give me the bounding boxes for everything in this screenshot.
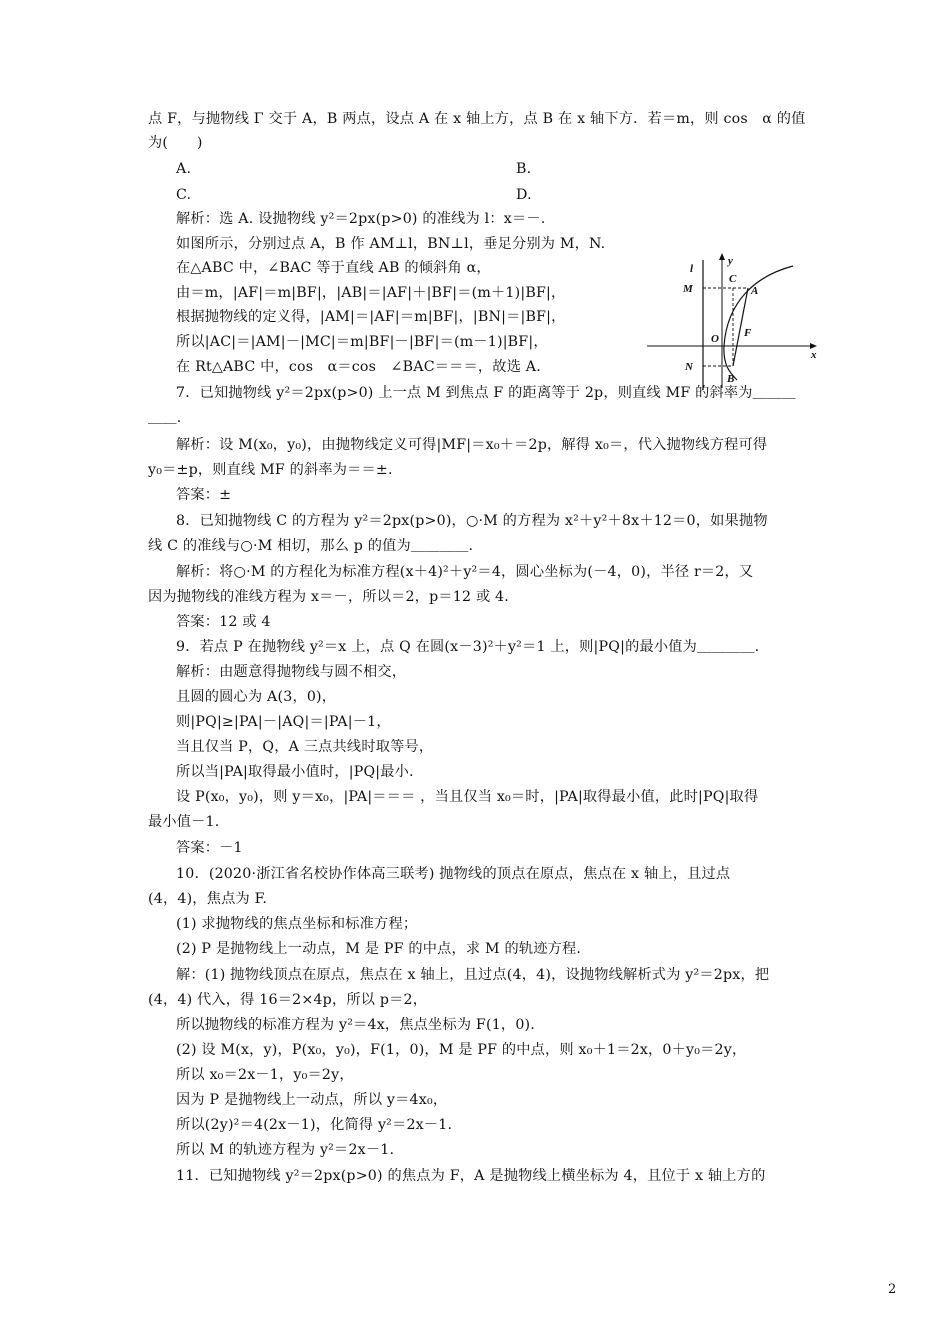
text-line: 最小值－1. bbox=[148, 814, 220, 830]
label-o: O bbox=[711, 333, 719, 345]
text-line: 则|PQ|≥|PA|－|AQ|＝|PA|－1， bbox=[176, 714, 391, 730]
label-n: N bbox=[685, 361, 693, 373]
parabola-diagram bbox=[645, 252, 823, 392]
text-line: (4，4)，焦点为 F. bbox=[148, 891, 268, 907]
text-line: 7．已知抛物线 y²＝2px(p>0) 上一点 M 到焦点 F 的距离等于 2p，则直线 MF 的斜率为＿＿＿ bbox=[176, 385, 796, 401]
text-line: 在△ABC 中，∠BAC 等于直线 AB 的倾斜角 α， bbox=[176, 260, 491, 276]
text-line: 所以 x₀＝2x－1，y₀＝2y， bbox=[176, 1067, 354, 1083]
text-line: 当且仅当 P，Q，A 三点共线时取等号， bbox=[176, 739, 434, 755]
label-y: y bbox=[728, 255, 733, 267]
text-line: 10．(2020·浙江省名校协作体高三联考) 抛物线的顶点在原点，焦点在 x 轴上，且过点 bbox=[176, 866, 731, 882]
label-x: x bbox=[811, 349, 817, 361]
page-number: 2 bbox=[888, 1282, 897, 1297]
text-line: B. bbox=[516, 161, 532, 177]
label-f: F bbox=[744, 327, 752, 339]
text-line: 为( ) bbox=[148, 135, 203, 151]
text-line: 因为 P 是抛物线上一动点，所以 y＝4x₀， bbox=[176, 1092, 448, 1108]
text-line: 且圆的圆心为 A(3，0)， bbox=[176, 689, 337, 705]
text-line: 在 Rt△ABC 中，cos α＝cos ∠BAC＝＝＝，故选 A. bbox=[176, 359, 541, 375]
text-line: C. bbox=[176, 187, 192, 203]
text-line: 解析：由题意得抛物线与圆不相交， bbox=[176, 664, 407, 680]
text-line: 8．已知抛物线 C 的方程为 y²＝2px(p>0)，○·M 的方程为 x²＋y²＋8x＋12＝0，如果抛物 bbox=[176, 513, 768, 529]
text-line: 答案：12 或 4 bbox=[176, 614, 271, 630]
text-line: 所以(2y)²＝4(2x－1)，化简得 y²＝2x－1. bbox=[176, 1117, 453, 1133]
text-line: 根据抛物线的定义得，|AM|＝|AF|＝m|BF|，|BN|＝|BF|， bbox=[176, 309, 566, 325]
text-line: 线 C 的准线与○·M 相切，那么 p 的值为＿＿＿＿. bbox=[148, 538, 474, 554]
label-a: A bbox=[751, 285, 759, 297]
label-m: M bbox=[683, 283, 693, 295]
text-line: 所以|AC|＝|AM|－|MC|＝m|BF|－|BF|＝(m－1)|BF|， bbox=[176, 334, 548, 350]
text-line: 所以 M 的轨迹方程为 y²＝2x－1. bbox=[176, 1142, 395, 1158]
text-line: 解析：设 M(x₀，y₀)，由抛物线定义可得|MF|＝x₀＋＝2p，解得 x₀＝，代入抛物线方程可得 bbox=[176, 437, 768, 453]
text-line: 所以当|PA|取得最小值时，|PQ|最小. bbox=[176, 764, 414, 780]
label-l: l bbox=[690, 263, 694, 275]
text-line: (4，4) 代入，得 16＝2×4p，所以 p＝2， bbox=[148, 992, 428, 1008]
text-line: D. bbox=[516, 187, 532, 203]
text-line: (2) 设 M(x，y)，P(x₀，y₀)，F(1，0)，M 是 PF 的中点，则 x₀＋1＝2x，0＋y₀＝2y， bbox=[176, 1042, 747, 1058]
parabola-figure bbox=[645, 252, 823, 392]
label-c: C bbox=[729, 273, 737, 285]
text-line: ＿＿. bbox=[148, 410, 182, 426]
text-line: y₀＝±p，则直线 MF 的斜率为＝＝±. bbox=[148, 462, 393, 478]
text-line: 答案：± bbox=[176, 487, 232, 503]
text-line: 9．若点 P 在抛物线 y²＝x 上，点 Q 在圆(x－3)²＋y²＝1 上，则|PQ|的最小值为＿＿＿＿. bbox=[176, 639, 760, 655]
text-line: 设 P(x₀，y₀)，则 y＝x₀，|PA|＝＝＝ ，当且仅当 x₀＝时，|PA|取得最小值，此时|PQ|取得 bbox=[176, 789, 759, 805]
text-line: 解：(1) 抛物线顶点在原点，焦点在 x 轴上，且过点(4，4)，设抛物线解析式为 y²＝2px，把 bbox=[176, 967, 770, 983]
text-line: 因为抛物线的准线方程为 x＝－，所以＝2，p＝12 或 4. bbox=[148, 589, 509, 605]
text-line: 如图所示，分别过点 A，B 作 AM⊥l，BN⊥l，垂足分别为 M，N. bbox=[176, 236, 606, 252]
text-line: 解析：将○·M 的方程化为标准方程(x＋4)²＋y²＝4，圆心坐标为(－4，0)，半径 r＝2，又 bbox=[176, 564, 754, 580]
label-b: B bbox=[727, 373, 735, 385]
text-line: 解析：选 A. 设抛物线 y²＝2px(p>0) 的准线为 l：x＝－. bbox=[176, 211, 546, 227]
y-axis-arrow bbox=[719, 253, 725, 260]
text-line: 11．已知抛物线 y²＝2px(p>0) 的焦点为 F，A 是抛物线上横坐标为 4，且位于 x 轴上方的 bbox=[176, 1168, 766, 1184]
text-line: 由＝m，|AF|＝m|BF|，|AB|＝|AF|＋|BF|＝(m＋1)|BF|， bbox=[176, 285, 566, 301]
text-line: (2) P 是抛物线上一动点，M 是 PF 的中点，求 M 的轨迹方程. bbox=[176, 941, 582, 957]
text-line: A. bbox=[176, 161, 192, 177]
text-line: 答案：－1 bbox=[176, 840, 243, 856]
text-line: 点 F，与抛物线 Γ 交于 A，B 两点，设点 A 在 x 轴上方，点 B 在 x 轴下方．若＝m，则 cos α 的值 bbox=[148, 111, 806, 127]
text-line: (1) 求抛物线的焦点坐标和标准方程； bbox=[176, 916, 418, 932]
text-line: 所以抛物线的标准方程为 y²＝4x，焦点坐标为 F(1，0). bbox=[176, 1017, 535, 1033]
